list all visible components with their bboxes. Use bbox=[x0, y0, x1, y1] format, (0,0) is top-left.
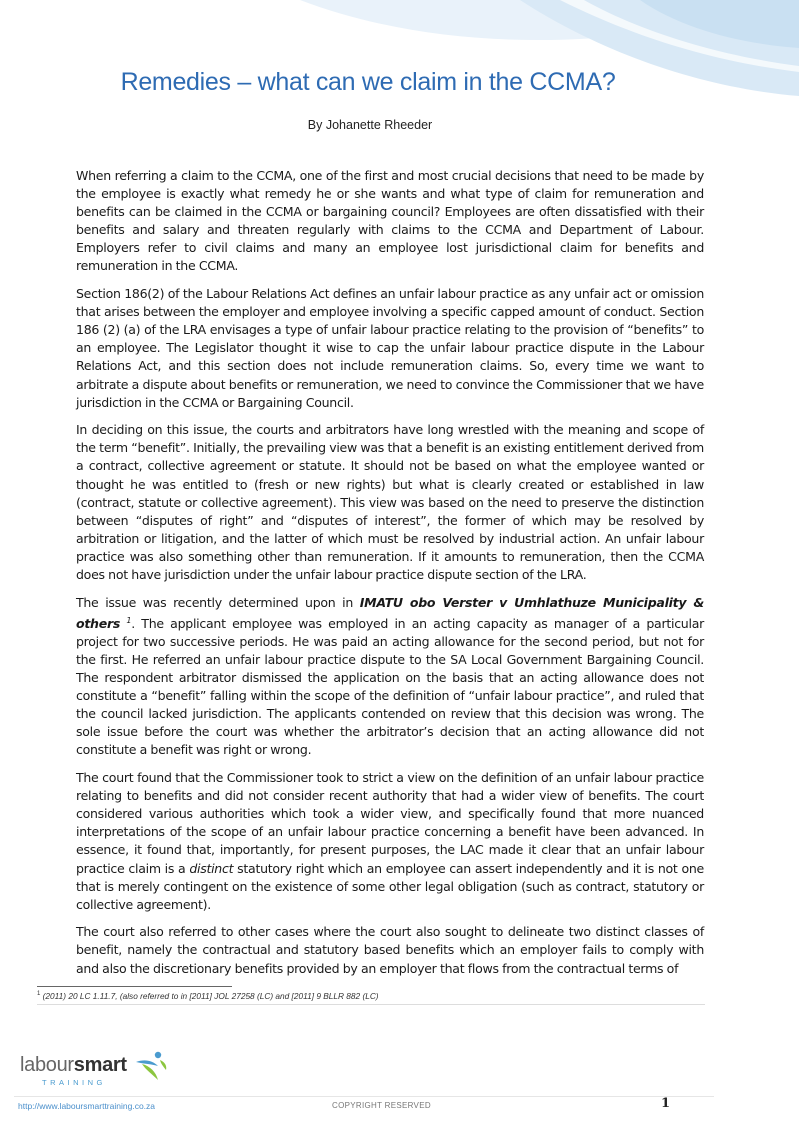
footnote-separator bbox=[37, 986, 232, 987]
logo-subtitle: TRAINING bbox=[42, 1078, 106, 1087]
footnote-text: (2011) 20 LC 1.11.7, (also referred to in [2011] JOL 27258 (LC) and [2011] 9 BLLR 882 (LC) bbox=[42, 991, 379, 1001]
logo-word-bold: smart bbox=[73, 1054, 127, 1076]
footnote-marker: 1 bbox=[37, 991, 41, 998]
footnote bbox=[37, 991, 379, 1001]
emphasis-text: distinct bbox=[189, 860, 234, 876]
page-number: 1 bbox=[661, 1096, 671, 1111]
document-title: Remedies – what can we claim in the CCMA? bbox=[120, 68, 616, 96]
logo-wordmark bbox=[20, 1054, 127, 1077]
paragraph-intro: When referring a claim to the CCMA, one of the first and most crucial decisions that need to be made by the employee is exactly what remedy he or she wants and what type of claim for remuneration and benefits can be claimed in the CCMA or bargaining council? Employees are often dissatisfied with their benefits and salary and threaten regularly with claims to the CCMA and Department of Labour. Employers refer to civil claims and many an employee lost jurisdictional claim for benefits and remuneration in the CCMA. bbox=[76, 168, 704, 274]
case-citation: IMATU obo Verster v Umhlathuze Municipality & others bbox=[76, 594, 704, 631]
logo-word-light: labour bbox=[20, 1054, 74, 1076]
paragraph-text: . The applicant employee was employed in an acting capacity as manager of a particular project for two successive periods. He was paid an acting allowance for the second period, but not for the first. He referred an unfair labour practice dispute to the SA Local Government Bargaining Council. The respondent arbitrator dismissed the application on the basis that an acting allowance does not constitute a “benefit” falling within the scope of the definition of “unfair labour practice”, and ruled that the council lacked jurisdiction. The applicants contended on review that this decision was wrong. The sole issue before the court was whether the arbitrator’s decision that an acting allowance did not constitute a benefit was right or wrong. bbox=[76, 615, 704, 758]
paragraph-imatu-case bbox=[76, 594, 704, 760]
laboursmart-logo bbox=[20, 1050, 170, 1090]
paragraph-benefit-meaning: In deciding on this issue, the courts and arbitrators have long wrestled with the meaning and scope of the term “benefit”. Initially, the prevailing view was that a benefit is an existing entitlement derived from a contract, collective agreement or statute. It should not be based on what the employee wanted or thought he was entitled to (fresh or new rights) but what is clearly created or established in law (contract, statute or collective agreement). This view was based on the need to preserve the distinction between “disputes of right” and “disputes of interest”, the former of which may be resolved by arbitration or litigation, and the latter of which must be resolved by industrial action. An unfair labour practice was also something other than remuneration. If it amounts to remuneration, then the CCMA does not have jurisdiction under the unfair labour practice dispute section of the LRA. bbox=[76, 422, 704, 582]
paragraph-text: statutory right which an employee can assert independently and it is not one that is merely contingent on the existence of some other legal obligation (such as contract, statutory or collective agreement). bbox=[76, 860, 704, 912]
footnote-divider bbox=[37, 1004, 705, 1005]
paragraph-other-cases: The court also referred to other cases where the court also sought to delineate two distinct classes of benefit, namely the contractual and statutory based benefits which an employer fails to comply with and also the discretionary benefits provided by an employer that flows from the contractual terms of bbox=[76, 924, 704, 976]
website-link[interactable]: http://www.laboursmarttraining.co.za bbox=[18, 1101, 156, 1111]
paragraph-section-186: Section 186(2) of the Labour Relations Act defines an unfair labour practice as any unfair act or omission that arises between the employer and employee involving a specific capped amount of conduct. Section 186 (2) (a) of the LRA envisages a type of unfair labour practice relating to the provision of “benefits” to an employee. The Legislator thought it wise to cap the unfair labour practice dispute in the Labour Relations Act, and this section does not include remuneration claims. So, every time we want to arbitrate a dispute about benefits or remuneration, we need to convince the Commissioner that we have jurisdiction in the CCMA or Bargaining Council. bbox=[76, 286, 704, 410]
author-byline: By Johanette Rheeder bbox=[307, 118, 433, 132]
footer-divider bbox=[14, 1096, 714, 1097]
paragraph-text: The court found that the Commissioner took to strict a view on the definition of an unfair labour practice relating to benefits and did not consider recent authority that had a wider view of benefits. The court considered various authorities which took a wider view, and specifically found that more nuanced interpretations of the scope of an unfair labour practice concerning a benefit have been advanced. In essence, it found that, importantly, for present purposes, the LAC made it clear that an unfair labour practice claim is a bbox=[76, 770, 704, 876]
article-body bbox=[76, 167, 704, 987]
footnote-reference[interactable]: 1 bbox=[126, 615, 132, 625]
logo-figure-icon bbox=[132, 1050, 168, 1084]
paragraph-court-finding bbox=[76, 769, 704, 914]
paragraph-text: The issue was recently determined upon in bbox=[76, 594, 360, 610]
copyright-notice: COPYRIGHT RESERVED bbox=[332, 1101, 431, 1110]
